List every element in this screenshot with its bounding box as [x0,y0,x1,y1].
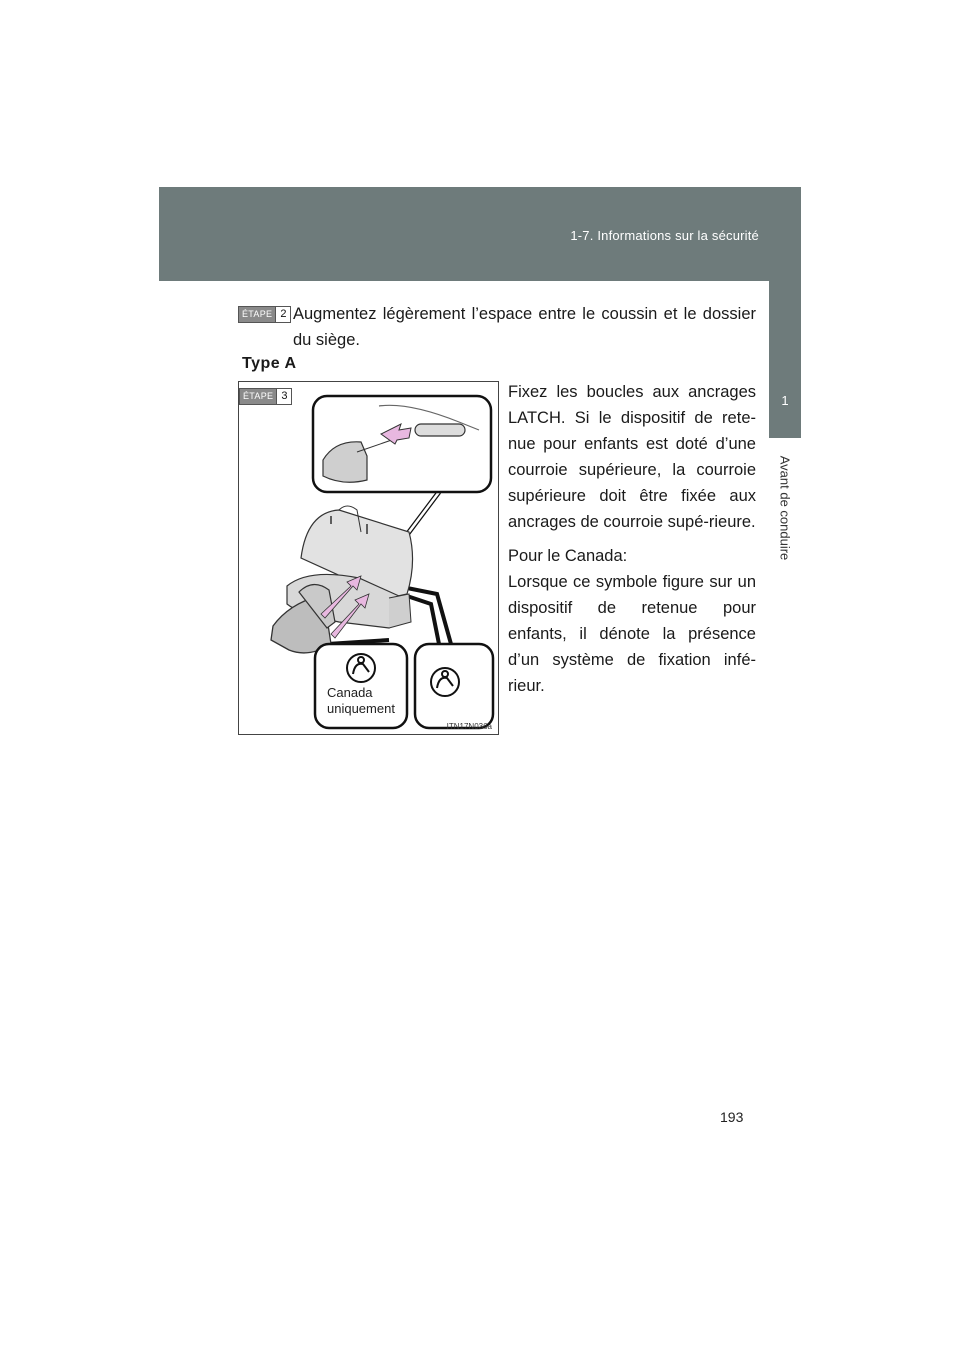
type-heading: Type A [242,355,297,372]
step2-badge-number: 2 [275,307,290,322]
chapter-label-text: Avant de conduire [777,455,793,560]
step2-badge [238,306,291,323]
step3-paragraph: Fixez les boucles aux ancrages LATCH. Si le dispositif de rete-nue pour enfants est doté d’une courroie supérieure, la courroie supérieure doit être fixée aux ancrages de courroie supé-rieure. [508,383,756,531]
step3-badge-number: 3 [276,389,291,404]
step3-badge [239,388,292,405]
page-number: 193 [720,1109,744,1125]
section-title: 1-7. Informations sur la sécurité [570,228,759,243]
canada-only-label [327,685,395,717]
step2-text: Augmentez légèrement l’espace entre le coussin et le dossier du siège. [293,305,756,349]
latch-figure [238,381,499,735]
figure-code: ITN17N036a [446,722,492,731]
canada-label-line2: uniquement [327,701,395,716]
canada-heading: Pour le Canada: [508,547,628,565]
step3-badge-label: ÉTAPE [240,389,276,404]
step3-text-column [508,379,756,699]
step2-badge-label: ÉTAPE [239,307,275,322]
latch-illustration [239,382,498,734]
canada-text: Lorsque ce symbole figure sur un dispositif de retenue pour enfants, il dénote la présence d’un système de fixation infé-rieur. [508,573,756,695]
chapter-label [769,445,801,570]
chapter-number: 1 [781,393,789,408]
header-band [159,187,801,281]
chapter-tab [769,187,801,438]
canada-label-line1: Canada [327,685,373,700]
